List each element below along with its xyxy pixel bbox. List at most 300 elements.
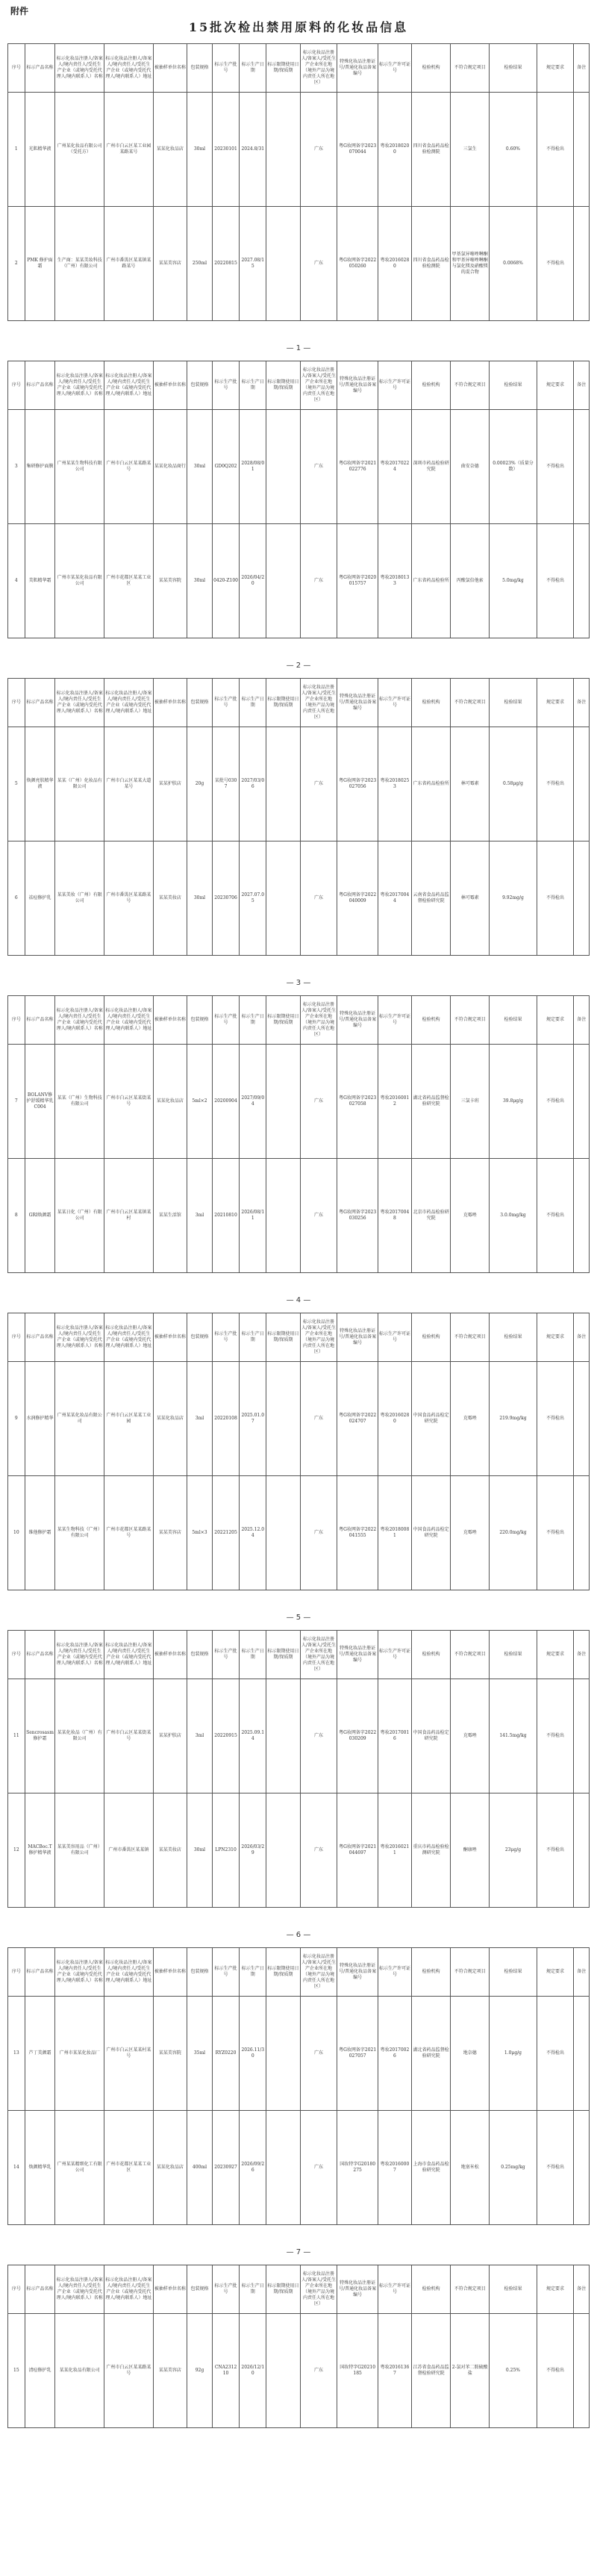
- table-header-row: [8, 1948, 590, 1997]
- table-cell: 美肌精华霜: [25, 524, 55, 638]
- table-cell: 不得检出: [537, 207, 574, 321]
- table-cell: 广州市番禺区某某镇某路某号: [104, 207, 154, 321]
- table-cell: [266, 1679, 300, 1793]
- product-info-table: [7, 1630, 590, 1908]
- table-cell: [266, 1159, 300, 1273]
- table-cell: 广州市白云区某某工业园: [104, 1362, 154, 1476]
- table-cell: 粤G妆网备字2022050260: [337, 207, 378, 321]
- table-cell: 不得检出: [537, 841, 574, 956]
- column-header: 标示限期使用日期/保质期: [266, 44, 300, 93]
- product-info-table: [7, 1313, 590, 1590]
- column-header: 被抽样单位名称: [153, 1313, 187, 1362]
- table-cell: 某某美妆店: [153, 1793, 187, 1908]
- column-header: 标示化妆品注册人/备案人/境内责任人/受托生产企业（或境内受托代理人/境内联系人）地址: [104, 1948, 154, 1997]
- table-cell: 某某化妆品店: [153, 1045, 187, 1159]
- column-header: 标示限期使用日期/保质期: [266, 679, 300, 727]
- column-header: 标示生产许可证号: [378, 679, 411, 727]
- column-header: 标示限期使用日期/保质期: [266, 1313, 300, 1362]
- table-cell: 4: [8, 524, 25, 638]
- table-page: [7, 2265, 590, 2428]
- column-header: 序号: [8, 44, 25, 93]
- column-header: 备注: [574, 2265, 590, 2314]
- table-cell: 粤妆20180253: [378, 727, 411, 841]
- table-cell: 广州市白云区某某路某号: [104, 410, 154, 524]
- table-cell: 5ml×3: [187, 1476, 212, 1590]
- table-cell: 某某化妆品店: [153, 93, 187, 207]
- table-cell: 3ml: [187, 1159, 212, 1273]
- table-cell: [266, 1476, 300, 1590]
- table-cell: 林可霉素: [451, 841, 490, 956]
- column-header: 标示化妆品注册人/备案人/受托生产企业所在地（境外产品为境内责任人所在地区）: [300, 1631, 337, 1679]
- table-cell: 250ml: [187, 207, 212, 321]
- table-cell: 焕颜精华乳: [25, 2111, 55, 2225]
- table-cell: Sencrosasm 修护霜: [25, 1679, 55, 1793]
- column-header: 标示化妆品注册人/备案人/境内责任人/受托生产企业（或境内受托代理人/境内联系人）名称: [55, 679, 104, 727]
- column-header: 序号: [8, 2265, 25, 2314]
- table-cell: 某批号0307: [212, 727, 239, 841]
- table-cell: 不得检出: [537, 93, 574, 207]
- column-header: 标示化妆品注册人/备案人/受托生产企业所在地（境外产品为境内责任人所在地区）: [300, 679, 337, 727]
- table-cell: 克霉唑: [451, 1476, 490, 1590]
- table-cell: 2025.12.04: [240, 1476, 266, 1590]
- table-cell: 广东: [300, 2111, 337, 2225]
- column-header: 标示化妆品注册人/备案人/境内责任人/受托生产企业（或境内受托代理人/境内联系人）名称: [55, 361, 104, 410]
- column-header: 不符合规定项目: [451, 2265, 490, 2314]
- table-cell: [266, 2111, 300, 2225]
- table-cell: [574, 1045, 590, 1159]
- table-cell: 上海市食品药品检验研究院: [412, 2111, 451, 2225]
- table-cell: 23μg/g: [490, 1793, 537, 1908]
- table-cell: [574, 1362, 590, 1476]
- column-header: 备注: [574, 1948, 590, 1997]
- table-page: [7, 1630, 590, 1908]
- attachment-label: 附件: [10, 6, 29, 16]
- column-header: 包装规格: [187, 1313, 212, 1362]
- page-number: — 5 —: [286, 1614, 311, 1622]
- table-cell: 20230927: [212, 2111, 239, 2225]
- table-cell: 20230101: [212, 93, 239, 207]
- table-cell: 某某美容店: [153, 207, 187, 321]
- table-cell: 2026/04/20: [240, 524, 266, 638]
- column-header: 检验结果: [490, 1631, 537, 1679]
- table-cell: [574, 727, 590, 841]
- table-cell: [266, 207, 300, 321]
- table-cell: 粤妆20180133: [378, 524, 411, 638]
- table-cell: [266, 93, 300, 207]
- table-cell: 粤G妆网备字2022041555: [337, 1476, 378, 1590]
- column-header: 标示生产日期: [240, 2265, 266, 2314]
- table-cell: 粤妆20180081: [378, 1476, 411, 1590]
- table-cell: 8: [8, 1159, 25, 1273]
- table-cell: [266, 2314, 300, 2428]
- table-cell: 不得检出: [537, 1476, 574, 1590]
- column-header: 特殊化妆品注册证号/普通化妆品备案编号: [337, 1631, 378, 1679]
- table-cell: 6: [8, 841, 25, 956]
- column-header: 标示化妆品注册人/备案人/受托生产企业所在地（境外产品为境内责任人所在地区）: [300, 1313, 337, 1362]
- table-cell: 粤妆20161367: [378, 2314, 411, 2428]
- column-header: 不符合规定项目: [451, 1948, 490, 1997]
- table-cell: 92g: [187, 2314, 212, 2428]
- column-header: 标示生产许可证号: [378, 1313, 411, 1362]
- table-cell: 焕颜亮肤精华液: [25, 727, 55, 841]
- column-header: 特殊化妆品注册证号/普通化妆品备案编号: [337, 996, 378, 1045]
- column-header: 标示化妆品注册人/备案人/境内责任人/受托生产企业（或境内受托代理人/境内联系人）地址: [104, 679, 154, 727]
- column-header: 检验机构: [412, 679, 451, 727]
- column-header: 序号: [8, 1631, 25, 1679]
- table-cell: 粤G妆网备字2023070044: [337, 93, 378, 207]
- table-cell: 广州市白云区某某镇某村: [104, 1159, 154, 1273]
- table-header-row: [8, 679, 590, 727]
- table-cell: 集研修护面膜: [25, 410, 55, 524]
- column-header: 标示限期使用日期/保质期: [266, 2265, 300, 2314]
- table-cell: RYZ0220: [212, 1997, 239, 2111]
- table-page: [7, 1947, 590, 2225]
- table-cell: 三氯生: [451, 93, 490, 207]
- table-cell: 1: [8, 93, 25, 207]
- table-cell: 广州某某精细化工有限公司: [55, 2111, 104, 2225]
- table-cell: 克霉唑: [451, 1159, 490, 1273]
- table-cell: 某某美妆店: [153, 841, 187, 956]
- table-cell: 不得检出: [537, 410, 574, 524]
- table-cell: [574, 1679, 590, 1793]
- table-cell: GRI焕颜霜: [25, 1159, 55, 1273]
- table-cell: 2026/08/11: [240, 1159, 266, 1273]
- column-header: 序号: [8, 1313, 25, 1362]
- table-cell: 11: [8, 1679, 25, 1793]
- column-header: 包装规格: [187, 679, 212, 727]
- table-cell: [574, 2314, 590, 2428]
- table-row: [8, 1476, 590, 1590]
- table-cell: 400ml: [187, 2111, 212, 2225]
- table-cell: 广州某某生物科技有限公司: [55, 410, 104, 524]
- table-cell: 粤妆20180200: [378, 93, 411, 207]
- table-row: [8, 1362, 590, 1476]
- product-info-table: [7, 2265, 590, 2428]
- table-cell: 不得检出: [537, 2314, 574, 2428]
- table-cell: 20220108: [212, 1362, 239, 1476]
- table-cell: 广东省药品检验所: [412, 727, 451, 841]
- column-header: 标示产品名称: [25, 1313, 55, 1362]
- table-cell: 国妆特字G20210185: [337, 2314, 378, 2428]
- table-cell: 粤妆20170044: [378, 841, 411, 956]
- column-header: 标示生产许可证号: [378, 44, 411, 93]
- table-cell: [266, 524, 300, 638]
- table-cell: [266, 727, 300, 841]
- table-cell: 林可霉素: [451, 727, 490, 841]
- table-cell: 某某化妆品有限公司: [55, 2314, 104, 2428]
- column-header: 特殊化妆品注册证号/普通化妆品备案编号: [337, 44, 378, 93]
- table-cell: LPN2310: [212, 1793, 239, 1908]
- table-cell: 广东: [300, 1793, 337, 1908]
- table-cell: 粤G妆网备字2022024707: [337, 1362, 378, 1476]
- column-header: 标示生产许可证号: [378, 2265, 411, 2314]
- column-header: 标示产品名称: [25, 361, 55, 410]
- column-header: 规定要求: [537, 44, 574, 93]
- table-cell: 粤G妆网备字2022040009: [337, 841, 378, 956]
- table-row: [8, 2111, 590, 2225]
- table-cell: 20230706: [212, 841, 239, 956]
- column-header: 标示化妆品注册人/备案人/境内责任人/受托生产企业（或境内受托代理人/境内联系人）地址: [104, 44, 154, 93]
- table-cell: 2026.11/30: [240, 1997, 266, 2111]
- column-header: 标示生产批号: [212, 1313, 239, 1362]
- table-cell: 粤妆20160280: [378, 207, 411, 321]
- column-header: 标示生产日期: [240, 1313, 266, 1362]
- column-header: 包装规格: [187, 1631, 212, 1679]
- column-header: 标示生产批号: [212, 679, 239, 727]
- column-header: 序号: [8, 679, 25, 727]
- table-header-row: [8, 361, 590, 410]
- table-cell: 广东: [300, 1362, 337, 1476]
- column-header: 标示产品名称: [25, 1948, 55, 1997]
- table-cell: 广州某某化妆品有限公司: [55, 1362, 104, 1476]
- table-cell: 0.60%: [490, 93, 537, 207]
- table-row: [8, 841, 590, 956]
- column-header: 标示化妆品注册人/备案人/境内责任人/受托生产企业（或境内受托代理人/境内联系人）名称: [55, 1948, 104, 1997]
- column-header: 标示生产许可证号: [378, 1948, 411, 1997]
- table-cell: 某某日化（广州）有限公司: [55, 1159, 104, 1273]
- table-row: [8, 1159, 590, 1273]
- column-header: 检验机构: [412, 1313, 451, 1362]
- table-cell: 粤妆20170026: [378, 1997, 411, 2111]
- table-cell: 深圳市药品检验研究院: [412, 410, 451, 524]
- column-header: 备注: [574, 679, 590, 727]
- table-cell: 不得检出: [537, 2111, 574, 2225]
- column-header: 检验机构: [412, 44, 451, 93]
- column-header: 标示产品名称: [25, 44, 55, 93]
- column-header: 备注: [574, 1631, 590, 1679]
- product-info-table: [7, 995, 590, 1273]
- product-info-table: [7, 678, 590, 956]
- table-cell: [266, 1793, 300, 1908]
- column-header: 检验结果: [490, 1948, 537, 1997]
- column-header: 检验机构: [412, 361, 451, 410]
- table-cell: 粤妆20160007: [378, 2111, 411, 2225]
- table-cell: CNA231210: [212, 2314, 239, 2428]
- table-cell: 0.25mg/kg: [490, 2111, 537, 2225]
- table-cell: 生产商：某某美妆科技（广州）有限公司: [55, 207, 104, 321]
- table-cell: 某某化妆品店: [153, 1362, 187, 1476]
- table-cell: 2027/09/04: [240, 1045, 266, 1159]
- table-row: [8, 1045, 590, 1159]
- table-cell: 0.25%: [490, 2314, 537, 2428]
- table-cell: 克霉唑: [451, 1362, 490, 1476]
- table-cell: 0420-Z100: [212, 524, 239, 638]
- table-cell: 0.58μg/g: [490, 727, 537, 841]
- table-cell: 光肌精华液: [25, 93, 55, 207]
- column-header: 标示生产日期: [240, 361, 266, 410]
- table-cell: 中国食品药品检定研究院: [412, 1476, 451, 1590]
- product-info-table: [7, 1947, 590, 2225]
- column-header: 标示生产批号: [212, 44, 239, 93]
- page-number: — 7 —: [286, 2248, 311, 2256]
- column-header: 标示化妆品注册人/备案人/受托生产企业所在地（境外产品为境内责任人所在地区）: [300, 2265, 337, 2314]
- table-cell: 不得检出: [537, 1679, 574, 1793]
- column-header: 检验结果: [490, 44, 537, 93]
- table-cell: 粤妆20170224: [378, 410, 411, 524]
- table-cell: 5: [8, 727, 25, 841]
- table-cell: [574, 1476, 590, 1590]
- table-cell: MACBoc.T 修护精华液: [25, 1793, 55, 1908]
- table-cell: [574, 2111, 590, 2225]
- table-cell: 35ml: [187, 1997, 212, 2111]
- table-cell: 广东: [300, 93, 337, 207]
- column-header: 包装规格: [187, 44, 212, 93]
- table-cell: 10: [8, 1476, 25, 1590]
- column-header: 检验结果: [490, 2265, 537, 2314]
- column-header: 特殊化妆品注册证号/普通化妆品备案编号: [337, 1948, 378, 1997]
- table-cell: 粤G妆网备字2023027058: [337, 1045, 378, 1159]
- table-cell: 某某美容院: [153, 1997, 187, 2111]
- column-header: 不符合规定项目: [451, 361, 490, 410]
- table-page: [7, 1313, 590, 1590]
- table-row: [8, 93, 590, 207]
- column-header: 不符合规定项目: [451, 996, 490, 1045]
- table-cell: 水润修护精华: [25, 1362, 55, 1476]
- table-cell: 2026/12/10: [240, 2314, 266, 2428]
- table-cell: 某某化妆品（广州）有限公司: [55, 1679, 104, 1793]
- table-cell: [266, 841, 300, 956]
- table-cell: 广州市花都区某某工业区: [104, 2111, 154, 2225]
- column-header: 规定要求: [537, 361, 574, 410]
- table-cell: 5ml×2: [187, 1045, 212, 1159]
- table-cell: 30ml: [187, 841, 212, 956]
- table-cell: 广州市白云区某某街某号: [104, 1045, 154, 1159]
- table-cell: 3ml: [187, 1679, 212, 1793]
- table-cell: 重庆市药品检验检测研究院: [412, 1793, 451, 1908]
- table-cell: 某某美妆（广州）有限公司: [55, 841, 104, 956]
- table-cell: 维他修护霜: [25, 1476, 55, 1590]
- table-cell: [574, 524, 590, 638]
- column-header: 检验机构: [412, 2265, 451, 2314]
- table-cell: 9: [8, 1362, 25, 1476]
- table-cell: 220.0mg/kg: [490, 1476, 537, 1590]
- column-header: 被抽样单位名称: [153, 679, 187, 727]
- table-row: [8, 2314, 590, 2428]
- table-cell: 2024.8/31: [240, 93, 266, 207]
- column-header: 标示化妆品注册人/备案人/受托生产企业所在地（境外产品为境内责任人所在地区）: [300, 1948, 337, 1997]
- table-row: [8, 524, 590, 638]
- table-cell: 2027.07.05: [240, 841, 266, 956]
- table-row: [8, 1793, 590, 1908]
- column-header: 标示化妆品注册人/备案人/境内责任人/受托生产企业（或境内受托代理人/境内联系人）名称: [55, 2265, 104, 2314]
- table-cell: 克霉唑: [451, 1679, 490, 1793]
- table-cell: 2026/09/26: [240, 2111, 266, 2225]
- table-cell: 粤妆20160211: [378, 1793, 411, 1908]
- table-header-row: [8, 996, 590, 1045]
- table-cell: 某某（广州）化妆品有限公司: [55, 727, 104, 841]
- column-header: 检验结果: [490, 1313, 537, 1362]
- column-header: 被抽样单位名称: [153, 1631, 187, 1679]
- column-header: 备注: [574, 361, 590, 410]
- column-header: 标示化妆品注册人/备案人/境内责任人/受托生产企业（或境内受托代理人/境内联系人）地址: [104, 1313, 154, 1362]
- table-row: [8, 207, 590, 321]
- table-cell: [574, 1997, 590, 2111]
- table-cell: 广东: [300, 1159, 337, 1273]
- table-cell: 不得检出: [537, 727, 574, 841]
- table-cell: 30ml: [187, 410, 212, 524]
- table-cell: 2-氯对苯二胺硫酸盐: [451, 2314, 490, 2428]
- table-cell: 5.0mg/kg: [490, 524, 537, 638]
- table-cell: 0.00023%（质量分数）: [490, 410, 537, 524]
- page-number: — 6 —: [286, 1931, 311, 1939]
- column-header: 规定要求: [537, 1631, 574, 1679]
- column-header: 备注: [574, 996, 590, 1045]
- table-cell: 某某护肤店: [153, 727, 187, 841]
- page-number: — 3 —: [286, 979, 311, 987]
- column-header: 包装规格: [187, 996, 212, 1045]
- column-header: 标示限期使用日期/保质期: [266, 361, 300, 410]
- column-header: 备注: [574, 44, 590, 93]
- column-header: 检验机构: [412, 1631, 451, 1679]
- table-cell: 湖北省药品监督检验研究院: [412, 1997, 451, 2111]
- table-cell: 广州某化妆品有限公司（受托方）: [55, 93, 104, 207]
- table-cell: 3.0.0mg/kg: [490, 1159, 537, 1273]
- table-cell: 2025.09.14: [240, 1679, 266, 1793]
- table-cell: 甲基氯异噻唑啉酮和甲基异噻唑啉酮与氯化镁及硝酸镁的混合物: [451, 207, 490, 321]
- product-info-table: [7, 43, 590, 321]
- column-header: 规定要求: [537, 1948, 574, 1997]
- table-cell: 广东: [300, 207, 337, 321]
- column-header: 标示化妆品注册人/备案人/境内责任人/受托生产企业（或境内受托代理人/境内联系人）名称: [55, 1631, 104, 1679]
- table-cell: 广东省药品检验所: [412, 524, 451, 638]
- table-cell: 12: [8, 1793, 25, 1908]
- column-header: 不符合规定项目: [451, 679, 490, 727]
- column-header: 不符合规定项目: [451, 1313, 490, 1362]
- table-cell: 20200904: [212, 1045, 239, 1159]
- column-header: 标示产品名称: [25, 996, 55, 1045]
- table-cell: 江苏省食品药品监督检验研究院: [412, 2314, 451, 2428]
- table-page: [7, 361, 590, 638]
- table-cell: GD0Q202: [212, 410, 239, 524]
- table-cell: [574, 93, 590, 207]
- column-header: 标示限期使用日期/保质期: [266, 1631, 300, 1679]
- table-cell: [266, 1362, 300, 1476]
- table-cell: 20210810: [212, 1159, 239, 1273]
- column-header: 标示限期使用日期/保质期: [266, 1948, 300, 1997]
- table-header-row: [8, 1631, 590, 1679]
- column-header: 标示生产批号: [212, 2265, 239, 2314]
- table-cell: 某某生物科技（广州）有限公司: [55, 1476, 104, 1590]
- table-cell: 广东: [300, 524, 337, 638]
- table-row: [8, 410, 590, 524]
- table-header-row: [8, 1313, 590, 1362]
- table-cell: 粤G妆网备字2021044697: [337, 1793, 378, 1908]
- column-header: 特殊化妆品注册证号/普通化妆品备案编号: [337, 361, 378, 410]
- table-cell: 不得检出: [537, 1362, 574, 1476]
- table-cell: [574, 1159, 590, 1273]
- page-number: — 2 —: [286, 662, 311, 670]
- column-header: 标示生产日期: [240, 1631, 266, 1679]
- column-header: 检验机构: [412, 1948, 451, 1997]
- table-cell: 2027/03/06: [240, 727, 266, 841]
- table-cell: 3: [8, 410, 25, 524]
- column-header: 标示化妆品注册人/备案人/境内责任人/受托生产企业（或境内受托代理人/境内联系人）名称: [55, 44, 104, 93]
- column-header: 标示生产批号: [212, 1631, 239, 1679]
- table-cell: 0.0068%: [490, 207, 537, 321]
- table-cell: 9.92mg/g: [490, 841, 537, 956]
- product-info-table: [7, 361, 590, 638]
- column-header: 标示生产许可证号: [378, 996, 411, 1045]
- table-cell: 不得检出: [537, 1997, 574, 2111]
- table-cell: 粤妆20160012: [378, 1045, 411, 1159]
- table-page: [7, 678, 590, 956]
- table-cell: 30ml: [187, 524, 212, 638]
- table-row: [8, 1997, 590, 2111]
- table-cell: 广东: [300, 2314, 337, 2428]
- table-cell: 广东: [300, 1045, 337, 1159]
- column-header: 包装规格: [187, 2265, 212, 2314]
- column-header: 检验结果: [490, 996, 537, 1045]
